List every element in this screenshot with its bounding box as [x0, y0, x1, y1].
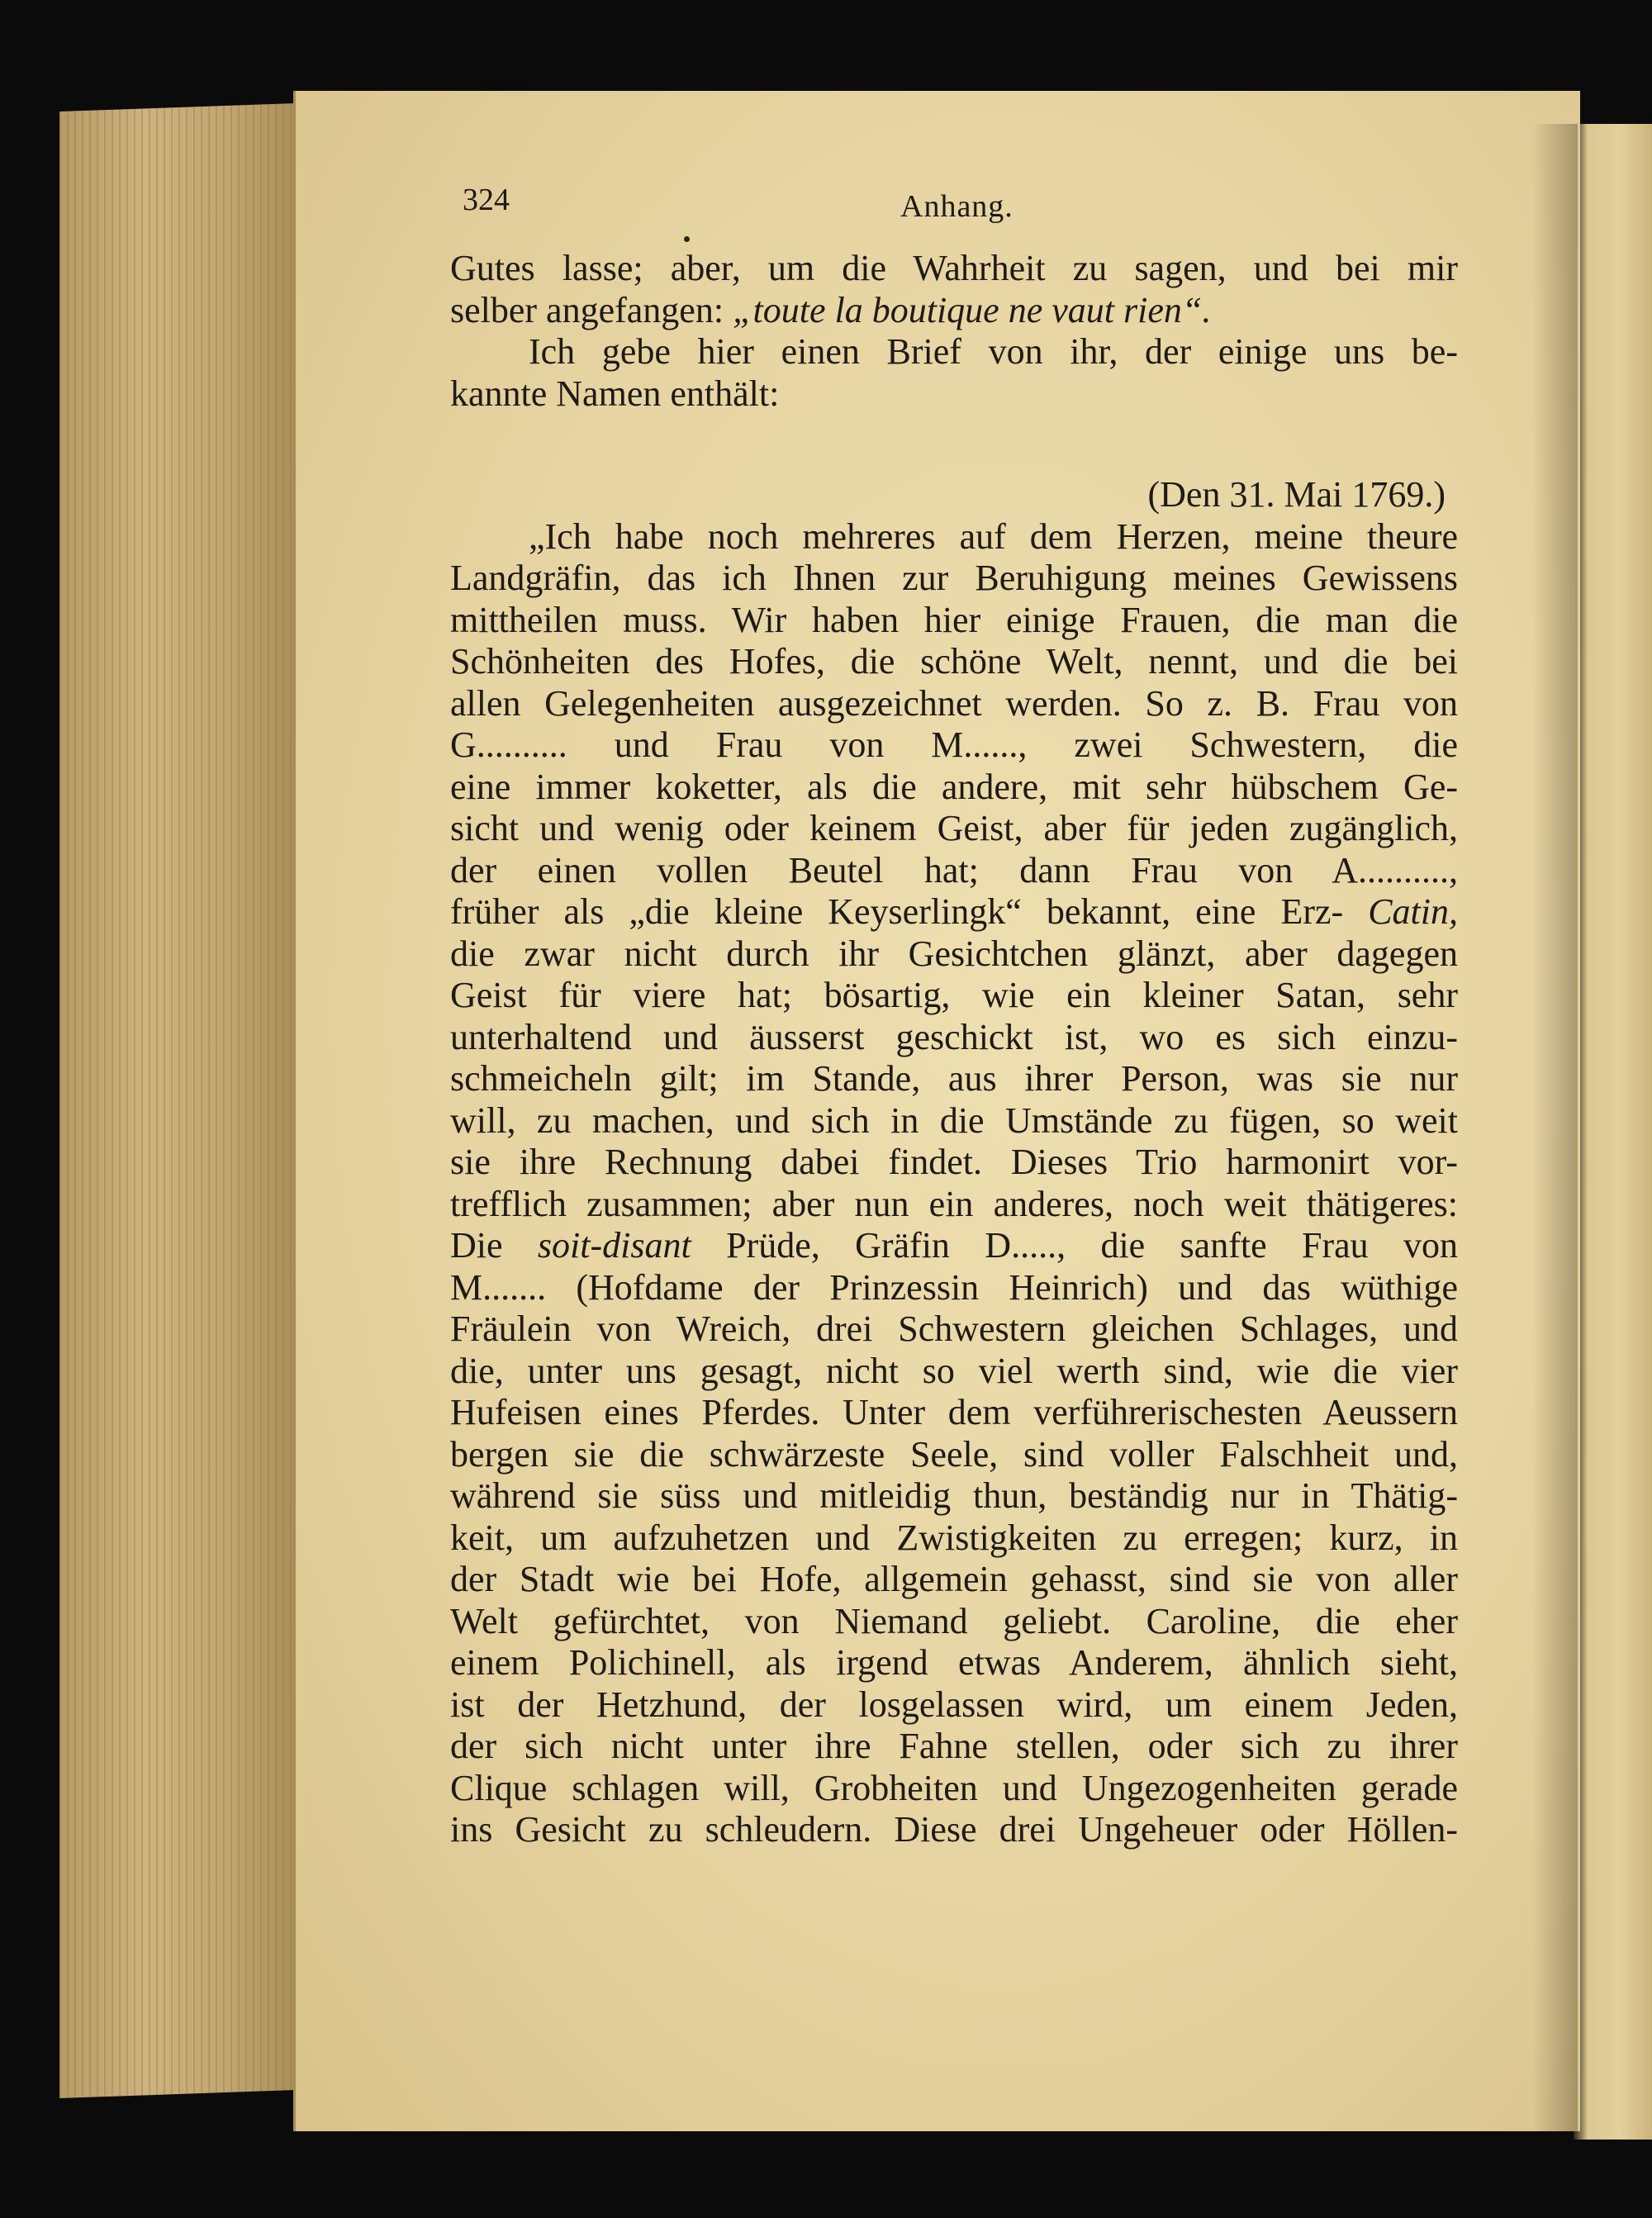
page-body — [450, 248, 1458, 1851]
text-line: ist der Hetzhund, der losgelassen wird, um einem Jeden, — [450, 1684, 1458, 1725]
text-line: Fräulein von Wreich, drei Schwestern gleichen Schlages, und — [450, 1308, 1458, 1349]
text-line: eine immer koketter, als die andere, mit sehr hübschem Ge- — [450, 766, 1458, 807]
facing-page-edge — [1574, 124, 1652, 2140]
ink-speck — [684, 236, 690, 242]
text-line: will, zu machen, und sich in die Umstände zu fügen, so weit — [450, 1100, 1458, 1141]
text-line: Gutes lasse; aber, um die Wahrheit zu sagen, und bei mir — [450, 248, 1458, 288]
text-line: Welt gefürchtet, von Niemand geliebt. Caroline, die eher — [450, 1600, 1458, 1641]
text-line: mittheilen muss. Wir haben hier einige Frauen, die man die — [450, 599, 1458, 640]
text-line: Schönheiten des Hofes, die schöne Welt, nennt, und die bei — [450, 641, 1458, 682]
letter-dateline: (Den 31. Mai 1769.) — [1147, 474, 1446, 515]
text-line: Landgräfin, das ich Ihnen zur Beruhigung meines Gewissens — [450, 558, 1458, 598]
paragraph-1 — [450, 248, 1458, 331]
text-line: Hufeisen eines Pferdes. Unter dem verführerischesten Aeussern — [450, 1392, 1458, 1432]
paragraph-2 — [450, 331, 1458, 415]
text-line: M....... (Hofdame der Prinzessin Heinrich) und das wüthige — [450, 1266, 1458, 1308]
text-line: während sie süss und mitleidig thun, beständig nur in Thätig- — [450, 1475, 1458, 1516]
text-fragment: Die — [450, 1225, 503, 1266]
page-header — [463, 182, 1454, 231]
text-line: der einen vollen Beutel hat; dann Frau von A.........., — [450, 849, 1458, 891]
italic-word: soit-disant — [537, 1225, 691, 1266]
text-line: Clique schlagen will, Grobheiten und Ungezogenheiten gerade — [450, 1767, 1458, 1808]
text-line: „Ich habe noch mehreres auf dem Herzen, meine theure — [529, 515, 1458, 557]
text-line — [450, 290, 1458, 332]
text-line: sicht und wenig oder keinem Geist, aber für jeden zugänglich, — [450, 808, 1458, 848]
text-line: unterhaltend und äusserst geschickt ist, wo es sich einzu- — [450, 1016, 1458, 1057]
text-line: Ich gebe hier einen Brief von ihr, der einige uns be- — [529, 331, 1458, 372]
text-line: G.......... und Frau von M......, zwei Schwestern, die — [450, 724, 1458, 765]
text-line: die, unter uns gesagt, nicht so viel werth sind, wie die vier — [450, 1350, 1458, 1391]
text-line: einem Polichinell, als irgend etwas Anderem, ähnlich sieht, — [450, 1642, 1458, 1683]
text-fragment: selber angefangen: — [450, 289, 733, 330]
text-line: trefflich zusammen; aber nun ein anderes, noch weit thätigeres: — [450, 1183, 1458, 1224]
text-line: sie ihre Rechnung dabei findet. Dieses Trio harmonirt vor- — [450, 1142, 1458, 1182]
text-line — [450, 891, 1458, 933]
text-line: keit, um aufzuhetzen und Zwistigkeiten zu erregen; kurz, in — [450, 1517, 1458, 1558]
text-fragment: Prüde, Gräfin D....., die sanfte Frau von — [726, 1225, 1459, 1266]
text-line: allen Gelegenheiten ausgezeichnet werden. So z. B. Frau von — [450, 682, 1458, 724]
italic-word: Catin, — [1368, 891, 1458, 932]
text-line: schmeicheln gilt; im Stande, aus ihrer Person, was sie nur — [450, 1058, 1458, 1099]
letter-body — [450, 516, 1458, 1851]
running-head: Anhang. — [900, 189, 1014, 224]
text-line: Geist für viere hat; bösartig, wie ein kleiner Satan, sehr — [450, 975, 1458, 1015]
text-line — [450, 1225, 1458, 1267]
text-line: die zwar nicht durch ihr Gesichtchen glänzt, aber dagegen — [450, 933, 1458, 974]
italic-quote: „toute la boutique ne vaut rien“. — [733, 289, 1212, 330]
page-gutter-shadow — [1532, 124, 1578, 2131]
page-number: 324 — [463, 183, 510, 217]
text-line: ins Gesicht zu schleudern. Diese drei Ungeheuer oder Höllen- — [450, 1809, 1458, 1850]
page-block-edge — [59, 103, 307, 2098]
text-line: kannte Namen enthält: — [450, 373, 780, 414]
text-line: der Stadt wie bei Hofe, allgemein gehasst, sind sie von aller — [450, 1559, 1458, 1599]
text-fragment: früher als „die kleine Keyserlingk“ bekannt, eine Erz- — [450, 891, 1344, 932]
text-line: bergen sie die schwärzeste Seele, sind voller Falschheit und, — [450, 1433, 1458, 1475]
text-line: der sich nicht unter ihre Fahne stellen, oder sich zu ihrer — [450, 1726, 1458, 1766]
